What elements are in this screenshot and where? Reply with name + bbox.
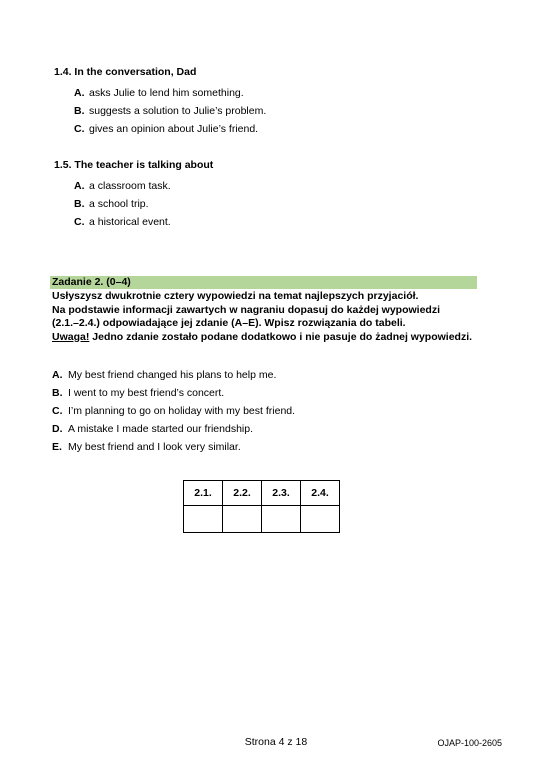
option-letter: B. [74, 105, 85, 117]
answer-header-row [184, 481, 340, 506]
sentence-text: I’m planning to go on holiday with my best friend. [68, 405, 296, 417]
warning-label: Uwaga! [52, 330, 90, 343]
sentence-a [52, 366, 295, 384]
task-instructions [52, 290, 482, 344]
option-a [74, 84, 266, 102]
option-letter: C. [74, 216, 85, 228]
option-text: a classroom task. [89, 180, 171, 192]
option-b [74, 102, 266, 120]
answer-table [183, 480, 340, 533]
warning-line [52, 331, 482, 345]
option-text: suggests a solution to Julie’s problem. [89, 105, 267, 117]
task-header: Zadanie 2. (0–4) [50, 276, 477, 289]
option-text: a school trip. [89, 198, 149, 210]
option-text: a historical event. [89, 216, 171, 228]
option-c [74, 120, 266, 138]
option-c [74, 213, 213, 231]
sentence-text: My best friend changed his plans to help me. [68, 369, 277, 381]
sentence-e [52, 438, 295, 456]
question-title: 1.5. The teacher is talking about [54, 159, 214, 171]
answer-row [184, 506, 340, 533]
answer-cell-2-4[interactable] [301, 506, 340, 533]
option-letter: A. [74, 180, 85, 192]
answer-cell-2-2[interactable] [223, 506, 262, 533]
sentence-d [52, 420, 295, 438]
sentence-letter: A. [52, 369, 63, 381]
sentence-letter: C. [52, 405, 63, 417]
answer-header-cell: 2.4. [301, 481, 340, 506]
option-letter: A. [74, 87, 85, 99]
option-letter: B. [74, 198, 85, 210]
sentence-letter: D. [52, 423, 63, 435]
sentence-letter: E. [52, 441, 62, 453]
sentence-c [52, 402, 295, 420]
instruction-line: (2.1.–2.4.) odpowiadające jej zdanie (A–E). Wpisz rozwiązania do tabeli. [52, 317, 406, 329]
exam-code: OJAP-100-2605 [437, 738, 502, 748]
answer-cell-2-3[interactable] [262, 506, 301, 533]
question-1-5 [54, 159, 213, 231]
sentence-letter: B. [52, 387, 63, 399]
sentence-text: A mistake I made started our friendship. [68, 423, 254, 435]
warning-text: Jedno zdanie zostało podane dodatkowo i nie pasuje do żadnej wypowiedzi. [89, 330, 473, 343]
sentence-text: My best friend and I look very similar. [68, 441, 241, 453]
instruction-line: Na podstawie informacji zawartych w nagraniu dopasuj do każdej wypowiedzi [52, 303, 440, 316]
question-title: 1.4. In the conversation, Dad [54, 66, 197, 78]
answer-header-cell: 2.2. [223, 481, 262, 506]
page-number: Strona 4 z 18 [244, 736, 308, 748]
answer-header-cell: 2.1. [184, 481, 223, 506]
sentence-list [52, 366, 295, 456]
option-text: gives an opinion about Julie’s friend. [89, 123, 259, 135]
option-a [74, 177, 213, 195]
option-b [74, 195, 213, 213]
answer-header-cell: 2.3. [262, 481, 301, 506]
question-1-4 [54, 66, 266, 138]
answer-cell-2-1[interactable] [184, 506, 223, 533]
sentence-text: I went to my best friend’s concert. [68, 387, 225, 399]
option-text: asks Julie to lend him something. [89, 87, 244, 99]
sentence-b [52, 384, 295, 402]
option-letter: C. [74, 123, 85, 135]
instruction-line: Usłyszysz dwukrotnie cztery wypowiedzi na temat najlepszych przyjaciół. [52, 290, 419, 302]
